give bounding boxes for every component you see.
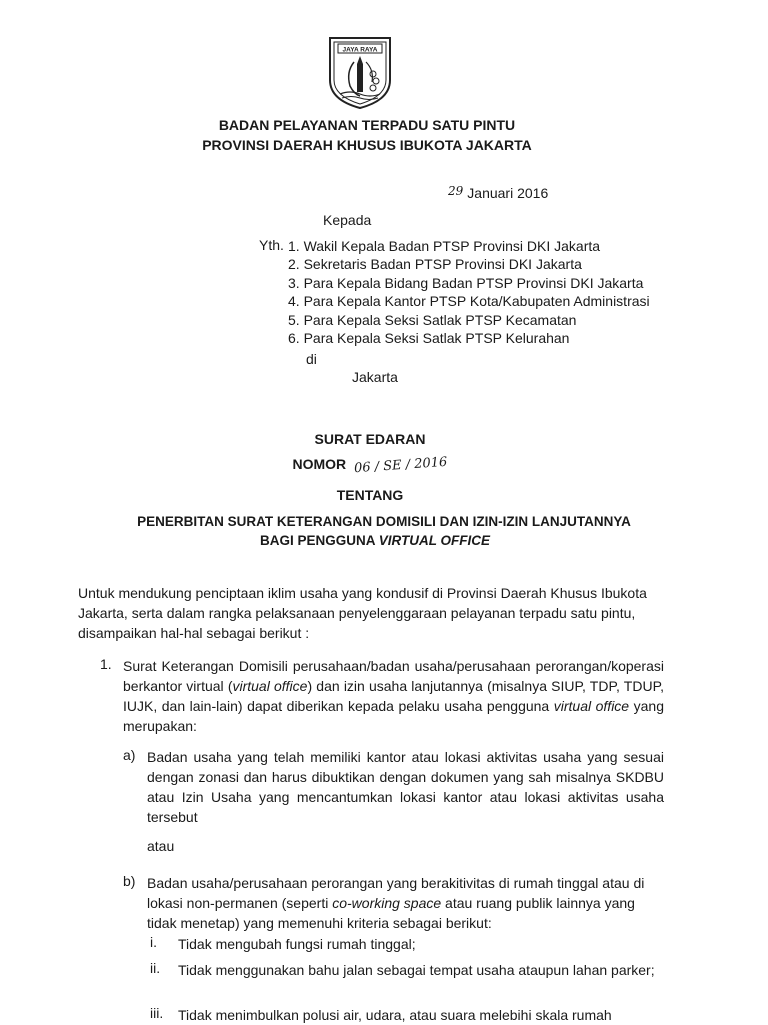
subject-italic: VIRTUAL OFFICE <box>378 533 491 548</box>
kepada-label: Kepada <box>323 212 372 228</box>
date-handwritten-day: 29 <box>448 184 464 198</box>
sub-item-label-b: b) <box>123 873 136 889</box>
recipient-item: 3. Para Kepala Bidang Badan PTSP Provinsi DKI Jakarta <box>288 274 644 291</box>
item-b-part-a: Badan usaha/perusahaan perorangan yang berakitivitas di rumah tinggal atau di lokasi non-permanen (seperti <box>147 875 645 911</box>
item-1-part-a: Surat Keterangan Domisili perusahaan/badan usaha/perusahaan perorangan/koperasi berkantor virtual ( <box>123 658 664 694</box>
subject-line-1: PENERBITAN SURAT KETERANGAN DOMISILI DAN IZIN-IZIN LANJUTANNYA <box>137 514 631 529</box>
letterhead-province: PROVINSI DAERAH KHUSUS IBUKOTA JAKARTA <box>202 137 532 153</box>
sub-item-label-a: a) <box>123 747 136 763</box>
recipient-item: 2. Sekretaris Badan PTSP Provinsi DKI Jakarta <box>288 256 582 273</box>
di-label: di <box>306 351 317 367</box>
roman-label: ii. <box>150 960 161 976</box>
document-type: SURAT EDARAN <box>314 431 426 447</box>
roman-label: iii. <box>150 1005 164 1021</box>
recipient-item: 5. Para Kepala Seksi Satlak PTSP Kecamatan <box>288 311 577 328</box>
letterhead-agency: BADAN PELAYANAN TERPADU SATU PINTU <box>218 117 516 133</box>
nomor-label: NOMOR <box>292 456 347 472</box>
roman-label: i. <box>150 934 157 950</box>
subject-line-2 <box>0 533 750 548</box>
atau-label: atau <box>147 838 175 854</box>
tentang-label: TENTANG <box>336 487 404 503</box>
criteria-item: Tidak menggunakan bahu jalan sebagai tempat usaha ataupun lahan parker; <box>178 962 655 978</box>
date-month-year: Januari 2016 <box>467 185 549 201</box>
criteria-item: Tidak mengubah fungsi rumah tinggal; <box>178 936 416 952</box>
jakarta-emblem-icon <box>326 34 394 110</box>
item-1-italic-b: virtual office <box>553 698 630 714</box>
criteria-item: Tidak menimbulkan polusi air, udara, atau suara melebihi skala rumah <box>178 1007 612 1023</box>
sub-item-b-text <box>147 873 664 933</box>
recipient-list <box>288 237 650 347</box>
city-label: Jakarta <box>352 369 398 385</box>
yth-label: Yth. <box>259 237 284 253</box>
item-1-italic-a: virtual office <box>232 678 308 694</box>
recipient-item: 1. Wakil Kepala Badan PTSP Provinsi DKI Jakarta <box>288 238 601 254</box>
recipient-item: 4. Para Kepala Kantor PTSP Kota/Kabupaten Administrasi <box>288 293 650 310</box>
recipient-item: 6. Para Kepala Seksi Satlak PTSP Kelurahan <box>288 330 570 347</box>
item-number: 1. <box>100 656 112 672</box>
intro-paragraph: Untuk mendukung penciptaan iklim usaha yang kondusif di Provinsi Daerah Khusus Ibukota Jakarta, serta dalam rangka pelaksanaan penyelenggaraan pelayanan terpadu satu pintu, disampaikan hal-hal sebagai berikut : <box>78 585 647 641</box>
item-1-part-c: yang merupakan: <box>123 698 664 734</box>
item-1-part-b: ) dan izin usaha lanjutannya (misalnya SIUP, TDP, TDUP, IUJK, dan lain-lain) dapat diberikan kepada pelaku usaha pengguna <box>123 678 665 714</box>
svg-text:JAYA RAYA: JAYA RAYA <box>342 46 378 54</box>
subject-prefix: BAGI PENGGUNA <box>259 533 379 548</box>
item-1-text <box>123 656 664 736</box>
document-number <box>0 454 740 477</box>
letter-date <box>448 185 548 201</box>
item-b-part-b: atau ruang publik lainnya yang tidak menetap) yang memenuhi kriteria sebagai berikut: <box>147 895 635 931</box>
nomor-handwritten: 06 / SE / 2016 <box>353 454 448 477</box>
sub-item-a-text: Badan usaha yang telah memiliki kantor atau lokasi aktivitas usaha yang sesuai dengan zonasi dan harus dibuktikan dengan dokumen yang sah misalnya SKDBU atau Izin Usaha yang mencantumkan lokasi kantor atau lokasi aktivitas usaha tersebut <box>147 749 664 825</box>
item-b-italic: co-working space <box>332 895 442 911</box>
